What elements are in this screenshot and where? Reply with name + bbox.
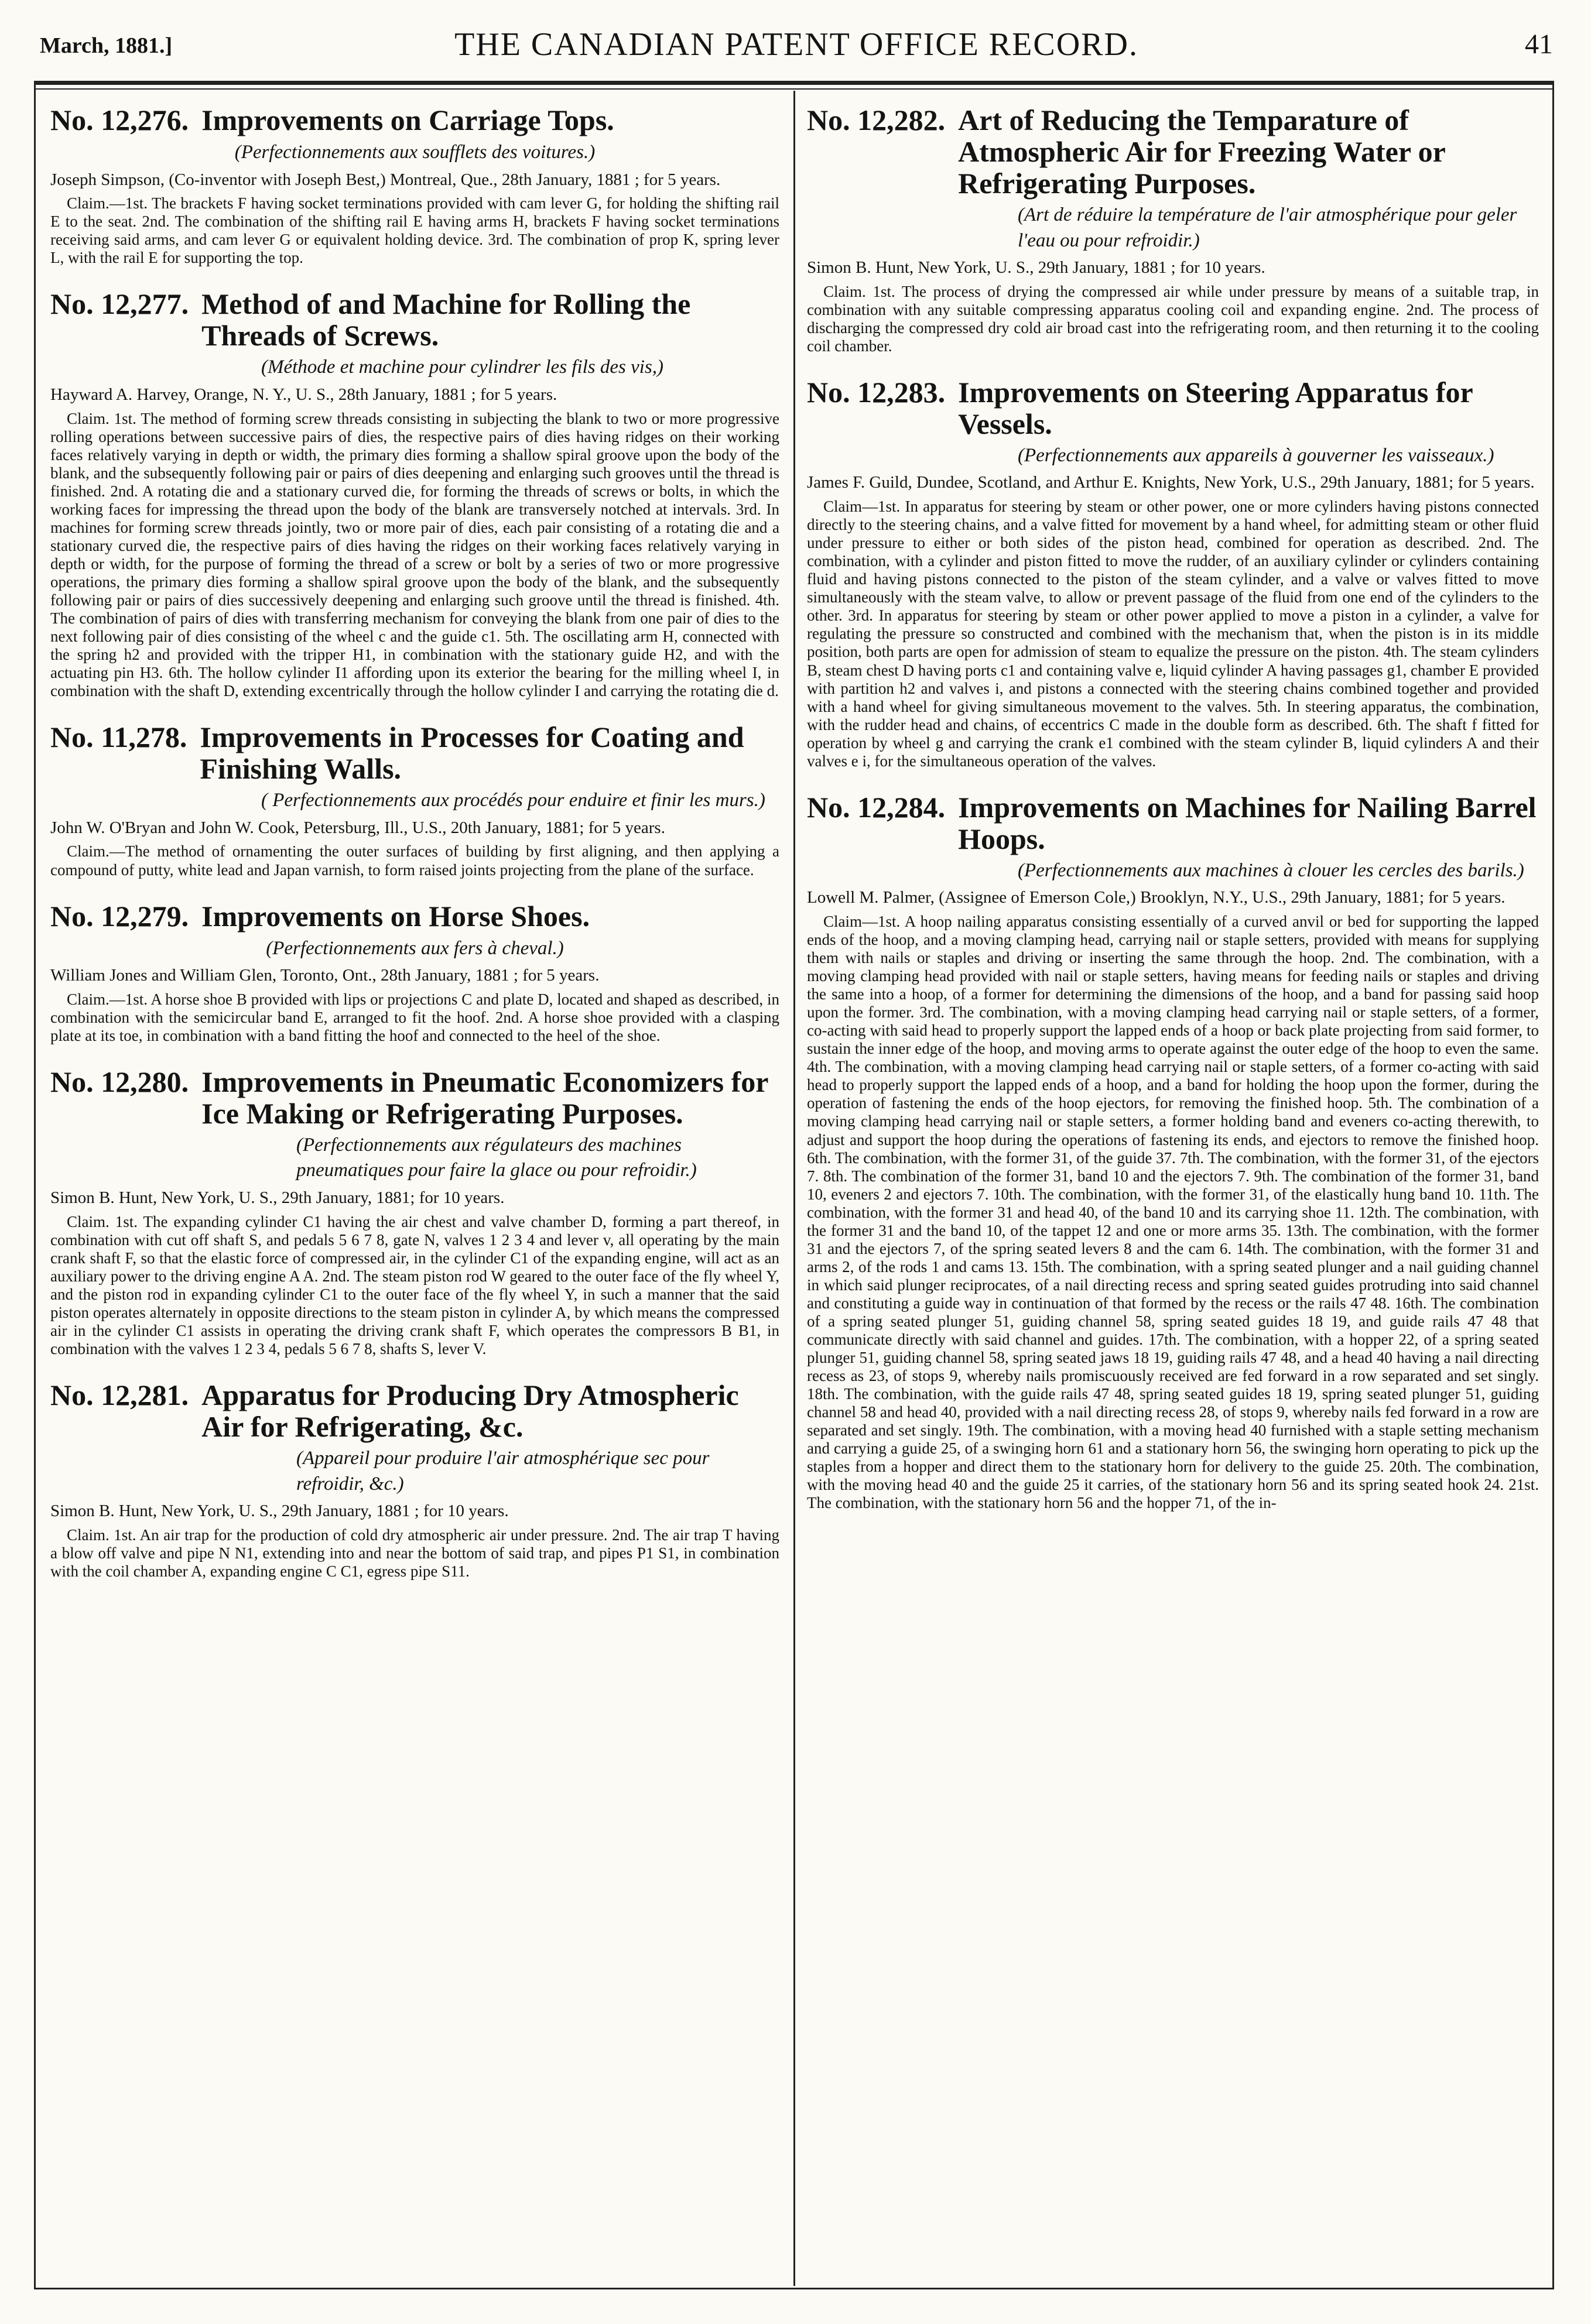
patent-number: No. 11,278. [50,721,187,754]
left-column [50,104,779,2282]
patent-number: No. 12,280. [50,1065,189,1098]
patent-title: Improvements on Horse Shoes. [201,899,590,933]
entry-heading [50,104,779,136]
patent-number: No. 12,283. [807,375,946,409]
french-title: (Perfectionnements aux machines à clouer les cercles des barils.) [1018,859,1524,881]
french-title: (Perfectionnements aux soufflets des voitures.) [234,142,596,163]
entry-heading [50,1066,779,1129]
claim-text: Claim. 1st. An air trap for the production of cold dry atmospheric air under pressure. 2nd. The air trap T having a blow off valve and pipe N N1, extending into and near the bottom of said trap, and pipes P1 S1, in combination with the coil chamber A, expanding engine C C1, egress pipe S11. [50,1526,779,1580]
patentee-info: Simon B. Hunt, New York, U. S., 29th January, 1881 ; for 10 years. [50,1502,509,1521]
patent-title: Improvements on Machines for Nailing Barrel Hoops. [958,790,1537,855]
claim-text: Claim—1st. A hoop nailing apparatus consisting essentially of a curved anvil or bed for supporting the lapped ends of the hoop, and a moving clamping head, carrying nail or staple setters, provided with means for supplying them with nails or staples and driving or inserting the same through the hoop. 2nd. The combination, with a moving clamping head provided with nail or staple setters, having means for feeding nails or staples and driving the same into a hoop, of a former for determining the dimensions of the hoop, and a band for passing said hoop upon the former. 3rd. The combination, with a moving clamping head carrying nail or staple setters, of a former, co-acting with said head to properly support the lapped ends of a hoop or back plate projecting from said former, to sustain the inner edge of the hoop, and moving arms to operate against the outer edge of the hoop to even the same. 4th. The combination, with a moving clamping head carrying nail or staple setters, of a former co-acting with said head to properly support the lapped ends of a hoop, and a band for holding the hoop upon the former, during the operation of fastening the ends of the hoop ejectors, for removing the finished hoop. 5th. The combination of a moving clamping head carrying nail or staple setters, a former holding band and eveners co-acting therewith, to adjust and support the hoop during the operations of fastening its ends, and ejectors to remove the finished hoop. 6th. The combination, with the former 31, of the guide 37. 7th. The combination, with the former 31, of the ejectors 7. 8th. The combination of the former 31, band 10 and the ejectors 7. 9th. The combination of the former 31, band 10, eveners 2 and ejectors 7. 10th. The combination, with the former 31, of the elastically hung band 10. 11th. The combination, with the former 31 and head 40, of the band 10 and its carrying shoe 11. 12th. The combination, with the former 31 and the band 10, of the tappet 12 and one or more arms 35. 13th. The combination, with the former 31 and the ejectors 7, of the spring seated levers 8 and the cam 6. 14th. The combination, with the former 31 and arms 2, of the rods 1 and cams 13. 15th. The combination, with a spring seated plunger and a nail guiding channel in which said plunger reciprocates, of a nail directing recess and spring seated guides protruding into said channel and constituting a guide way in continuation of that formed by the recess or the rails 47 48. 16th. The combination of a spring seated plunger 51, guiding channel 58, spring seated guides 18 19, and guide rails 47 48 that communicate directly with said channel and guides. 17th. The combination, with a hopper 22, of a spring seated plunger 51, guiding channel 58, spring seated jaws 18 19, guiding rails 47 48, and a head 40 having a nail directing recess as 23, of stops 9, whereby nails promiscuously received are fed forward in a row separated and set singly. 18th. The combination, with the guide rails 47 48, spring seated guides 18 19, spring seated plunger 51, guiding channel 58 and head 40, provided with a nail directing recess 28, of stops 9, whereby nails fed forward in a row are separated and set singly. 19th. The combination, with a moving head 40 furnished with a staple setting mechanism and carrying a guide 25, of a swinging horn 61 and a stationary horn 56, the swinging horn operating to pick up the staples from a hopper and direct them to the stationary horn for delivery to the guide 25. 20th. The combination, with the moving head 40 and the guide 25 it carries, of the stationary horn 56 and its spring seated hook 24. 21st. The combination, with the stationary horn 56 and the hopper 71, of the in- [807,912,1539,1512]
entry-heading [807,376,1539,440]
claim-text: Claim. 1st. The method of forming screw threads consisting in subjecting the blank to two or more progressive rolling operations between successive pairs of dies, the respective pairs of dies having ridges on their working faces relatively varying in depth or width, the primary dies forming a shallow spiral groove upon the body of the blank, and the subsequently following pair or pairs of dies deepening and enlarging such grooves until the thread is finished. 2nd. A rotating die and a stationary curved die, for forming the threads of screws or bolts, in which the working faces for impressing the thread upon the body of the blank are transversely notched at intervals. 3rd. In machines for forming screw threads jointly, two or more pair of dies, each pair consisting of a rotating die and a stationary curved die, the respective pairs of dies having the ridges on their working faces relatively varying in depth or width, for the purpose of forming the thread of a screw or bolt by a series of two or more progressive operations, the primary dies forming a shallow spiral groove upon the body of the blank, and the subsequently following pair or pairs of dies successively deepening and enlarging such groove until the thread is finished. 4th. The combination of pairs of dies with transferring mechanism for conveying the blank from one pair of dies to the next following pair of dies consisting of the wheel c and the guide c1. 5th. The oscillating arm H, connected with the spring h2 and provided with the tripper H1, in combination with the stationary guide H2, and with the actuating pin H3. 6th. The hollow cylinder I1 affording upon its exterior the bearing for the milling wheel I, in combination with the shaft D, extending excentrically through the hollow cylinder I and carrying the rotating die d. [50,409,779,700]
claim-text: Claim.—The method of ornamenting the outer surfaces of building by first aligning, and then applying a compound of putty, white lead and Japan varnish, to form raised joints projecting from the plane of the surface. [50,842,779,879]
patent-number: No. 12,279. [50,899,189,933]
entry-heading [807,104,1539,199]
patentee-info: James F. Guild, Dundee, Scotland, and Arthur E. Knights, New York, U.S., 29th January, 1881; for 5 years. [807,473,1535,492]
publication-title: THE CANADIAN PATENT OFFICE RECORD. [454,26,1138,63]
page-number: 41 [1525,29,1553,60]
patent-entry-12284 [807,791,1539,1513]
patent-entry-12280 [50,1066,779,1358]
patent-title: Apparatus for Producing Dry Atmospheric Air for Refrigerating, &c. [201,1378,739,1443]
patent-entry-12279 [50,900,779,1045]
claim-text: Claim. 1st. The process of drying the compressed air while under pressure by means of a suitable trap, in combination with any suitable compressing apparatus cooling coil and expanding engine. 2nd. The process of discharging the compressed dry cold air broad cast into the refrigerating room, and then returning it to the cooling coil chamber. [807,282,1539,355]
patent-number: No. 12,276. [50,104,189,136]
page-header [35,23,1558,64]
claim-text: Claim.—1st. A horse shoe B provided with lips or projections C and plate D, located and shaped as described, in combination with the semicircular band E, arranged to fit the hoof. 2nd. A horse shoe provided with a clasping plate at its toe, in combination with a band fitting the hoof and connected to the heel of the shoe. [50,990,779,1044]
patent-title: Improvements in Processes for Coating and Finishing Walls. [200,721,744,786]
patent-entry-11278 [50,721,779,879]
french-title: ( Perfectionnements aux procédés pour enduire et finir les murs.) [261,790,765,811]
patentee-info: Simon B. Hunt, New York, U. S., 29th January, 1881; for 10 years. [50,1188,505,1207]
patentee-info: William Jones and William Glen, Toronto, Ont., 28th January, 1881 ; for 5 years. [50,966,600,985]
patent-entry-12283 [807,376,1539,770]
entry-heading [50,288,779,351]
french-title: (Appareil pour produire l'air atmosphérique sec pour refroidir, &c.) [296,1447,710,1495]
claim-text: Claim. 1st. The expanding cylinder C1 having the air chest and valve chamber D, forming a part thereof, in combination with cut off shaft S, and pedals 5 6 7 8, gate N, valves 1 2 3 4 and lever v, all operating by the main crank shaft F, so that the elastic force of compressed air, in the cylinder C1 of the expanding engine, will act as an auxiliary power to the driving engine A A. 2nd. The steam piston rod W geared to the outer face of the fly wheel Y, and the piston rod in expanding cylinder C1 to the outer face of the fly wheel Y, in such a manner that the said piston operates alternately in opposite directions to the steam piston in cylinder A, by which means the compressed air in the cylinder C1 assists in operating the driving crank shaft F, which operates the compressors B B1, in combination with the valves 1 2 3 4, pedals 5 6 7 8, shafts S, lever V. [50,1212,779,1358]
entry-heading [50,900,779,933]
french-title: (Perfectionnements aux appareils à gouverner les vaisseaux.) [1018,444,1494,466]
patentee-info: Lowell M. Palmer, (Assignee of Emerson Cole,) Brooklyn, N.Y., U.S., 29th January, 1881; for 5 years. [807,888,1506,907]
patent-title: Method of and Machine for Rolling the Threads of Screws. [201,287,691,352]
patent-title: Improvements in Pneumatic Economizers for Ice Making or Refrigerating Purposes. [201,1065,768,1130]
patentee-info: John W. O'Bryan and John W. Cook, Petersburg, Ill., U.S., 20th January, 1881; for 5 years. [50,818,665,837]
patentee-info: Hayward A. Harvey, Orange, N. Y., U. S., 28th January, 1881 ; for 5 years. [50,385,557,404]
entry-heading [50,1379,779,1442]
french-title: (Méthode et machine pour cylindrer les fils des vis,) [261,357,664,378]
column-divider [793,91,795,2286]
entry-heading [807,791,1539,855]
french-title: (Perfectionnements aux fers à cheval.) [266,937,564,959]
french-title: (Perfectionnements aux régulateurs des machines pneumatiques pour faire la glace ou pour refroidir.) [296,1134,697,1181]
right-column [807,104,1539,2282]
patent-title: Art of Reducing the Temparature of Atmospheric Air for Freezing Water or Refrigerating Purposes. [958,104,1445,200]
patent-number: No. 12,282. [807,104,946,136]
patentee-info: Joseph Simpson, (Co-inventor with Joseph Best,) Montreal, Que., 28th January, 1881 ; for 5 years. [50,170,721,189]
patent-title: Improvements on Carriage Tops. [201,104,614,136]
patent-entry-12277 [50,288,779,700]
patentee-info: Simon B. Hunt, New York, U. S., 29th January, 1881 ; for 10 years. [807,258,1265,277]
patent-entry-12281 [50,1379,779,1581]
issue-date: March, 1881.] [40,33,173,58]
patent-title: Improvements on Steering Apparatus for Vessels. [958,375,1473,440]
patent-entry-12276 [50,104,779,267]
patent-number: No. 12,277. [50,287,189,321]
entry-heading [50,721,779,784]
patent-number: No. 12,281. [50,1378,189,1411]
claim-text: Claim.—1st. The brackets F having socket terminations provided with cam lever G, for holding the shifting rail E to the seat. 2nd. The combination of the shifting rail E having arms H, brackets F having socket terminations receiving said arms, and cam lever G or equivalent holding device. 3rd. The combination of prop K, spring lever L, with the rail E for supporting the top. [50,194,779,267]
claim-text: Claim—1st. In apparatus for steering by steam or other power, one or more cylinders having pistons connected directly to the steering chains, and a valve fitted for movement by a hand wheel, for admitting steam or other fluid under pressure to either or both sides of the piston head, combined for operation as described. 2nd. The combination, with a cylinder and piston fitted to move the rudder, of an auxiliary cylinder or cylinders containing fluid and having pistons connected to the piston of the steam cylinder, and a valve or valves fitted to move simultaneously with the steam valve, to allow or prevent passage of the fluid from one end of the cylinders to the other. 3rd. In apparatus for steering by steam or other power applied to move a piston in a cylinder, a valve for regulating the pressure so constructed and combined with the mechanism that, when the piston is in its middle position, both parts are open for admission of steam to equalize the pressure on the piston. 4th. The steam cylinders B, steam chest D having ports c1 and containing valve e, liquid cylinder A having passages g1, chamber E provided with partition h2 and valves i, and pistons a connected with the steering chains combined together and provided with a hand wheel for giving simultaneous movement to the valves. 5th. In steering apparatus, the combination, with the rudder head and chains, of eccentrics C made in the double form as described. 6th. The shaft f fitted for operation by wheel g and carrying the crank e1 combined with the steam cylinder B, liquid cylinders A and their valves e i, for the simultaneous operation of the valves. [807,498,1539,770]
patent-number: No. 12,284. [807,790,946,824]
french-title: (Art de réduire la température de l'air atmosphérique pour geler l'eau ou pour refroidir.) [1018,204,1517,251]
patent-entry-12282 [807,104,1539,355]
